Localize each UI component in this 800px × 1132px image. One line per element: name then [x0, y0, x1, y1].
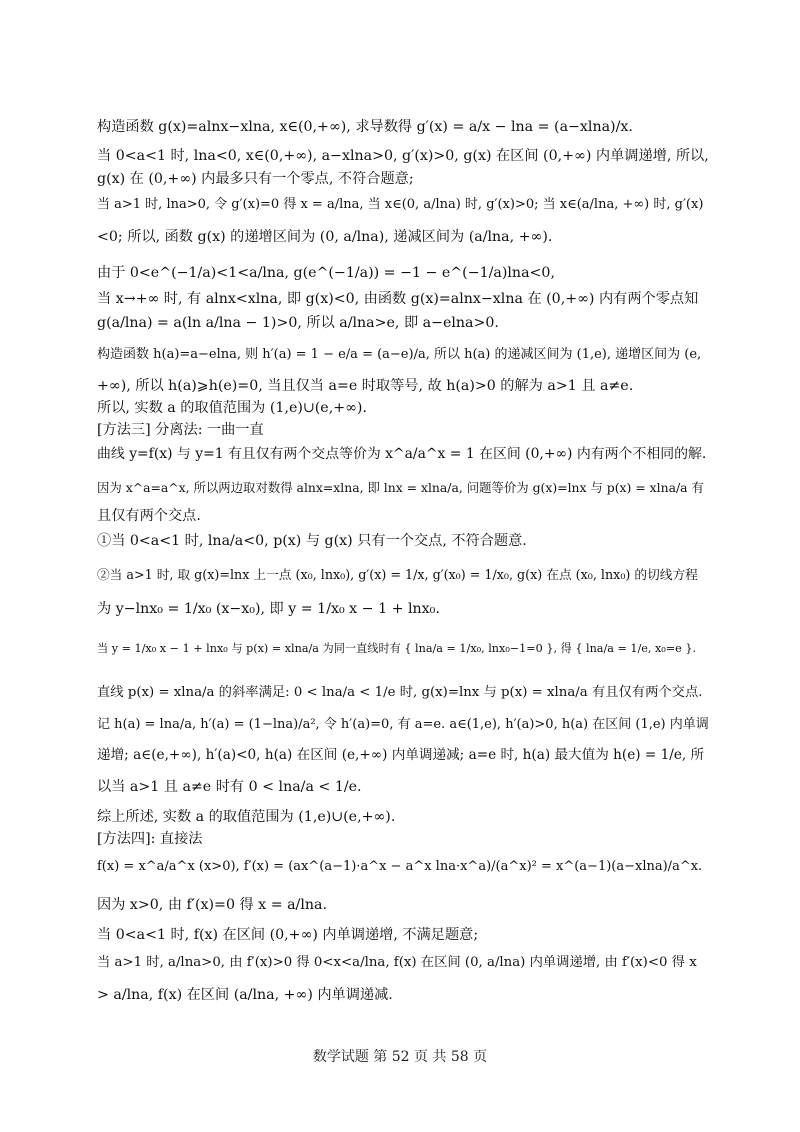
text-line: 因为 x^a=a^x, 所以两边取对数得 alnx=xlna, 即 lnx = xlna/a, 问题等价为 g(x)=lnx 与 p(x) = xlna/a 有 — [97, 480, 704, 495]
text-line: 曲线 y=f(x) 与 y=1 有且仅有两个交点等价为 x^a/a^x = 1 在区间 (0,+∞) 内有两个不相同的解. — [97, 446, 707, 462]
text-line: 当 x→+∞ 时, 有 alnx<xlna, 即 g(x)<0, 由函数 g(x)=alnx−xlna 在 (0,+∞) 内有两个零点知 — [97, 291, 699, 307]
text-line: g(x) 在 (0,+∞) 内最多只有一个零点, 不符合题意; — [97, 171, 414, 187]
text-line: 以当 a>1 且 a≠e 时有 0 < lna/a < 1/e. — [97, 779, 362, 795]
text-line: g(a/lna) = a(ln a/lna − 1)>0, 所以 a/lna>e, 即 a−elna>0. — [97, 315, 499, 331]
text-line: 因为 x>0, 由 f′(x)=0 得 x = a/lna. — [97, 897, 327, 913]
text-line: 当 0<a<1 时, f(x) 在区间 (0,+∞) 内单调递增, 不满足题意; — [97, 927, 479, 943]
text-line: +∞), 所以 h(a)⩾h(e)=0, 当且仅当 a=e 时取等号, 故 h(a)>0 的解为 a>1 且 a≠e. — [97, 378, 634, 394]
text-line: 记 h(a) = lna/a, h′(a) = (1−lna)/a², 令 h′(a)=0, 有 a=e. a∈(1,e), h′(a)>0, h(a) 在区间 (1,e) 内单调 — [97, 717, 709, 732]
text-line: 综上所述, 实数 a 的取值范围为 (1,e)∪(e,+∞). — [97, 809, 396, 825]
text-line: 直线 p(x) = xlna/a 的斜率满足: 0 < lna/a < 1/e 时, g(x)=lnx 与 p(x) = xlna/a 有且仅有两个交点. — [97, 685, 703, 700]
text-line: ②当 a>1 时, 取 g(x)=lnx 上一点 (x₀, lnx₀), g′(x) = 1/x, g′(x₀) = 1/x₀, g(x) 在点 (x₀, lnx₀) 的切线方程 — [97, 567, 698, 582]
text-line: <0; 所以, 函数 g(x) 的递增区间为 (0, a/lna), 递减区间为 (a/lna, +∞). — [97, 229, 553, 245]
text-line: 当 0<a<1 时, lna<0, x∈(0,+∞), a−xlna>0, g′(x)>0, g(x) 在区间 (0,+∞) 内单调递增, 所以, — [97, 148, 709, 164]
section-heading: [方法三] 分离法: 一曲一直 — [97, 422, 264, 438]
text-line: 当 a>1 时, lna>0, 令 g′(x)=0 得 x = a/lna, 当 x∈(0, a/lna) 时, g′(x)>0; 当 x∈(a/lna, +∞) 时, g′(x) — [97, 197, 704, 212]
text-line: 构造函数 h(a)=a−elna, 则 h′(a) = 1 − e/a = (a−e)/a, 所以 h(a) 的递减区间为 (1,e), 递增区间为 (e, — [97, 347, 702, 362]
text-line: 为 y−lnx₀ = 1/x₀ (x−x₀), 即 y = 1/x₀ x − 1 + lnx₀. — [97, 601, 440, 617]
text-line: 所以, 实数 a 的取值范围为 (1,e)∪(e,+∞). — [97, 400, 367, 416]
text-line: 当 y = 1/x₀ x − 1 + lnx₀ 与 p(x) = xlna/a 为同一直线时有 { lna/a = 1/x₀, lnx₀−1=0 }, 得 { lna/a = 1/e, x₀=e }. — [97, 642, 697, 655]
text-line: 当 a>1 时, a/lna>0, 由 f′(x)>0 得 0<x<a/lna, f(x) 在区间 (0, a/lna) 内单调递增, 由 f′(x)<0 得 x — [97, 955, 697, 970]
text-line: 构造函数 g(x)=alnx−xlna, x∈(0,+∞), 求导数得 g′(x) = a/x − lna = (a−xlna)/x. — [97, 119, 633, 135]
text-line: > a/lna, f(x) 在区间 (a/lna, +∞) 内单调递减. — [97, 987, 393, 1003]
text-line: 由于 0<e^(−1/a)<1<a/lna, g(e^(−1/a)) = −1 − e^(−1/a)lna<0, — [97, 265, 555, 281]
text-line: 递增; a∈(e,+∞), h′(a)<0, h(a) 在区间 (e,+∞) 内单调递减; a=e 时, h(a) 最大值为 h(e) = 1/e, 所 — [97, 747, 705, 763]
text-line: f(x) = x^a/a^x (x>0), f′(x) = (ax^(a−1)·a^x − a^x lna·x^a)/(a^x)² = x^(a−1)(a−xlna)/a^x. — [97, 859, 703, 874]
text-line: ①当 0<a<1 时, lna/a<0, p(x) 与 g(x) 只有一个交点, 不符合题意. — [97, 533, 527, 549]
page-footer: 数学试题 第 52 页 共 58 页 — [312, 1049, 488, 1065]
section-heading: [方法四]: 直接法 — [97, 831, 203, 847]
text-line: 且仅有两个交点. — [97, 508, 201, 524]
